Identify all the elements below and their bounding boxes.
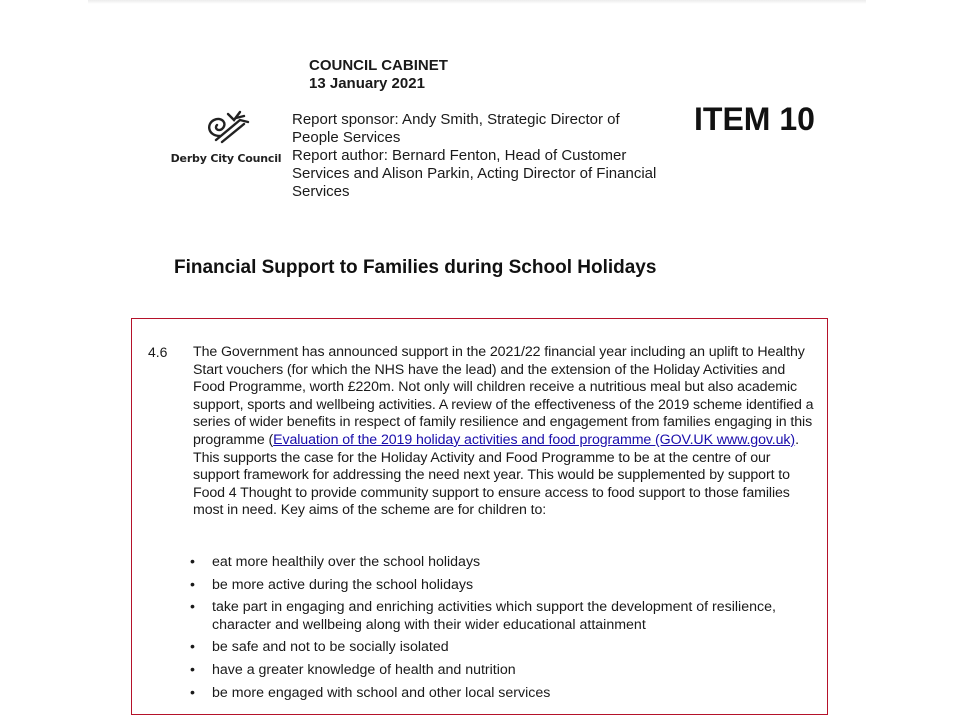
report-author: Report author: Bernard Fenton, Head of Customer Services and Alison Parkin, Acting Director of Financial Services	[292, 147, 657, 200]
evaluation-link[interactable]: Evaluation of the 2019 holiday activities and food programme (GOV.UK www.gov.uk)	[273, 431, 796, 448]
committee-name: COUNCIL CABINET	[309, 57, 448, 74]
list-item	[188, 577, 808, 595]
list-item-text: take part in engaging and enriching activities which support the development of resilience, character and wellbeing along with their wider educational attainment	[212, 599, 776, 633]
list-item-text: be more active during the school holidays	[212, 576, 474, 593]
council-logo	[170, 106, 282, 170]
list-item	[188, 685, 808, 703]
list-item	[188, 662, 808, 680]
meeting-header	[309, 57, 448, 93]
list-item	[188, 639, 808, 657]
list-item-text: have a greater knowledge of health and nutrition	[212, 661, 516, 678]
list-item-text: be safe and not to be socially isolated	[212, 639, 449, 656]
item-number: ITEM 10	[694, 101, 815, 137]
report-sponsor: Report sponsor: Andy Smith, Strategic Director of People Services	[292, 111, 620, 146]
paragraph-text-end: . This supports the case for the Holiday Activity and Food Programme to be at the centre of our support framework for addressing the need next year. This would be supplemented by support to Food 4 Thought to provide community support to ensure access to food support to those families most in need. Key aims of the scheme are for children to:	[193, 431, 799, 519]
meeting-date: 13 January 2021	[309, 75, 425, 92]
paragraph-number: 4.6	[148, 344, 168, 360]
bullet-icon: •	[190, 554, 195, 570]
list-item-text: be more engaged with school and other local services	[212, 684, 551, 701]
paragraph-text	[193, 344, 815, 520]
list-item	[188, 554, 808, 572]
bullet-icon: •	[190, 576, 195, 593]
bullet-icon: •	[190, 599, 195, 616]
report-meta	[292, 111, 662, 201]
council-name: Derby City Council	[170, 152, 282, 165]
list-item	[188, 599, 808, 634]
highlighted-section	[131, 318, 828, 715]
aims-list	[188, 554, 808, 707]
bullet-icon: •	[190, 684, 195, 701]
bullet-icon: •	[190, 661, 195, 678]
bullet-icon: •	[190, 639, 195, 656]
document-title: Financial Support to Families during School Holidays	[174, 257, 657, 278]
paragraph-text-start: The Government has announced support in the 2021/22 financial year including an uplift to Healthy Start vouchers (for which the NHS have the lead) and the extension of the Holiday Activities and Food Programme, worth £220m. Not only will children receive a nutritious meal but also academic support, sports and wellbeing activities. A review of the effectiveness of the 2019 scheme identified a series of wider benefits in respect of family resilience and engagement from families engaging in this programme (	[193, 344, 814, 448]
derby-ram-icon	[200, 106, 252, 148]
page-top-edge	[88, 0, 866, 4]
list-item-text: eat more healthily over the school holidays	[212, 554, 481, 570]
